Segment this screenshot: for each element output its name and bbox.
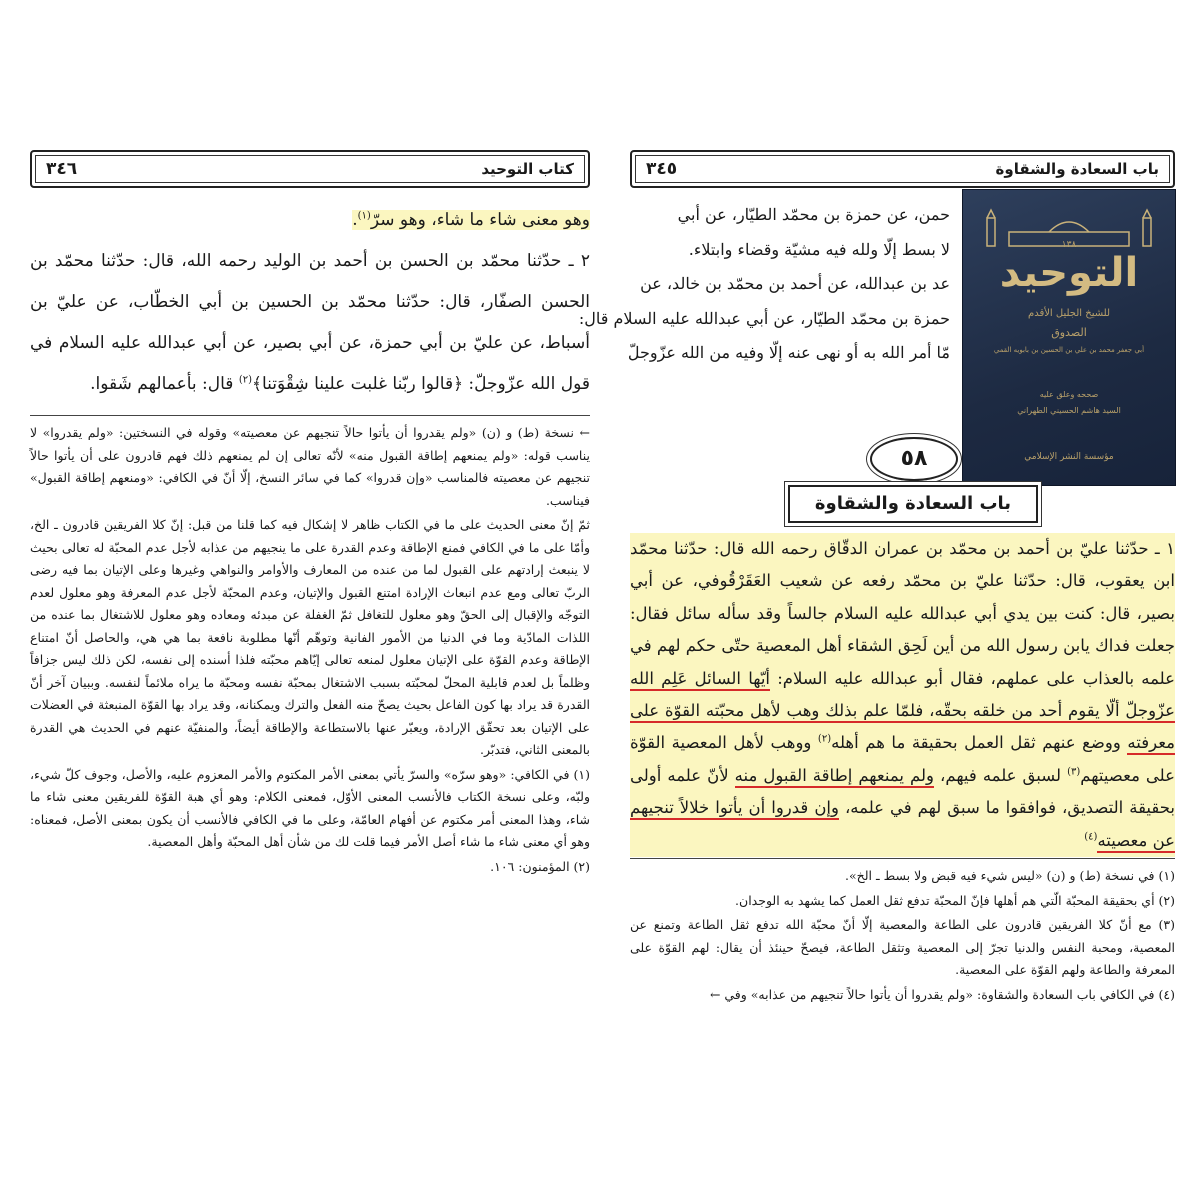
hadith-1: ١ ـ حدّثنا عليّ بن أحمد بن محمّد بن عمران الدقّاق رحمه الله قال: حدّثنا محمّد ابن يعقوب، قال: حدّثنا عليّ بن محمّد رفعه عن شعيب العَقَرْقُوفي، عن أبي بصير، قال: كنت بين يدي أبي عبدالله عليه السلام جالساً وقد سأله سائل فقال: جعلت فداك يابن رسول الله من أين لَحِق الشقاء أهل المعصية حتّى حكم لهم في علمه بالعذاب على عملهم، فقال أبو عبدالله عليه السلام: أيّها السائل عَلِم الله عزّوجلّ ألّا يقوم أحد من خلقه بحقّه، فلمّا علم بذلك وهب لأهل محبّته القوّة على معرفته ووضع عنهم ثقل العمل بحقيقة ما هم أهله$^{(٢)}$ ووهب لأهل المعصية القوّة على معصيتهم$^{(٣)}$ لسبق علمه فيهم، ولم يمنعهم إطاقة القبول منه لأنّ علمه أولى بحقيقة التصديق، فوافقوا ما سبق لهم في علمه، وإن قدروا أن يأتوا خلالاً تنجيهم عن معصيته$^{(٤)}$ <box>630 533 1175 857</box>
right-footnotes <box>630 848 1175 1008</box>
footnote-1: (١) في الكافي: «وهو سرّه» والسرّ يأتي بمعنى الأمر المكتوم والأمر المعزوم عليه، والأصل، وجوف كلّ شيء، ولبّه، وعلى نسخة الكتاب فالأنسب المعنى الأوّل، فمعنى الكلام: وهو أي هبة القوّة للفريقين معنى شاء ما شاء، وهذا المعنى أمر مكتوم عن أفهام العامّة، وعلى ما في الكافي فالأنسب أن يكون بمعنى الأصل، فمعناه: وهو أي معنى شاء ما شاء أصل الأمر فيما قلت لك من شأن أهل المحبّة وأهل المعصية. <box>30 766 590 849</box>
page-number: ٣٤٥ <box>646 159 678 179</box>
cover-author-3: أبي جعفر محمد بن علي بن الحسين بن بابويه القمي <box>993 346 1145 354</box>
chapter-title-box <box>788 485 1038 523</box>
footnote-ref: (٢) <box>238 374 253 386</box>
underlined-passage: وإن قدروا أن يأتوا خلالاً تنجيهم عن معصيته <box>630 798 1175 852</box>
running-header <box>630 150 1175 188</box>
header-title: كتاب التوحيد <box>481 160 574 178</box>
footnote-ref: (٣) <box>1067 766 1081 778</box>
cover-publisher: مؤسسة النشر الإسلامي <box>1024 452 1114 462</box>
footnote-2: (٢) المؤمنون: ١٠٦. <box>490 858 590 874</box>
chapter-number: ٥٨ <box>900 446 928 471</box>
cover-edition-1: صححه وعلق عليه <box>1039 390 1099 399</box>
footnote-continuation: ← نسخة (ط) و (ن) «ولم يقدروا أن يأتوا حالاً تنجيهم عن معصيته» وقوله في النسختين: «ولم يقدروا» لا يناسب قوله: «ولم يمنعهم إطاقة القبول منه» لأنّه تعالى إن لم يمنعهم ذلك فهم قادرون على أن يأتوا حالاً تنجيهم عن معصيته فالمناسب «وإن قدروا» كما في سائر النسخ، إلّا أنّ في الكافي: «ومنعهم إطاقة القبول» فيناسب. <box>30 425 590 508</box>
underlined-passage: أيّها السائل عَلِم الله عزّوجلّ ألّا يقوم أحد من خلقه بحقّه، فلمّا علم بذلك وهب لأهل محبّته القوّة على معرفته <box>630 669 1175 756</box>
footnotes <box>30 422 590 878</box>
footnote-commentary: ثمّ إنّ معنى الحديث على ما في الكتاب ظاهر لا إشكال فيه كما قلنا من قبل: إنّ كلا الفريقين قادرون ـ الخ، وأمّا على ما في الكافي فمنع الإطاقة وعدم القدرة على ما ينجيهم من عذابه لأجل عدم المحبّة له تعالى بحيث لا ينبعث إرادتهم على القبول لما من عنده من المعارف والأوامر والنواهي وغيرها وعلى الإتيان بما فيه رضى الربّ تعالى ومع عدم انبعاث الإرادة امتنع القبول والإتيان، وعدم المحبّة لأجل عدم المعرفة وهو معلول لعدم التوجّه والإقبال إلى الحقّ وهو معلول للتغافل ثمّ الغفلة عن مبدئه ومعاده وهو معلول للاشتغال بما عنده من اللذات المادّية وما في الدنيا من الأمور الفانية وتوهّم أنّها مطلوبة نافعة بما هي هي، والحاصل أنّ امتناع الإطاقة وعدم القوّة على الإتيان معلول لمنعه تعالى إيّاهم محبّته فلذا أسنده إلى نفسه، لكن ذلك ليس جزافاً وظلماً بل لعدم قابلية المحلّ لمحبّته بسبب الاشتغال بمحبّة نفسه ومحبّة ما يراه ملائماً لنفسه. وببيان آخر أنّ القدرة قد يراد بها كون الفاعل بحيث يصحّ منه الفعل والترك ويمكنانه، وقد يراد بها القوّة المنبعثة في العضلات على الإتيان بعد تحقّق الإرادة، ويعبّر عنها بالاستطاعة والإطاقة أيضاً، والمنفيّة عنهم في الحديث هي القدرة بالمعنى الثاني، فتدبّر. <box>30 517 590 757</box>
footnote-3: (٣) مع أنّ كلا الفريقين قادرون على الطاعة والمعصية إلّا أنّ محبّة الله تدفع ثقل الطاعة وتمنع عن المعصية، ومحبة النفس والدنيا تجرّ إلى المعصية وتثقل الطاعة، فيصحّ حينئذ أن يقال: لهم القوّة على المعرفة والطاعة ولهم القوّة على المعصية. <box>630 917 1175 977</box>
underlined-passage: ولم يمنعهم إطاقة القبول منه <box>735 766 934 788</box>
footnote-divider <box>30 415 590 416</box>
footnote-1: (١) في نسخة (ط) و (ن) «ليس شيء فيه قبض ولا بسط ـ الخ». <box>845 868 1175 883</box>
footnote-ref: (٢) <box>817 733 832 745</box>
cover-author-2: الصدوق <box>1051 326 1087 339</box>
cover-title: التوحيد <box>999 250 1139 296</box>
header-title: باب السعادة والشقاوة <box>995 160 1159 178</box>
footnote-4: (٤) في الكافي باب السعادة والشقاوة: «ولم يقدروا أن يأتوا حالاً تنجيهم من عذابه» وفي ← <box>709 986 1175 1002</box>
main-text <box>30 200 590 405</box>
cover-author-1: للشيخ الجليل الأقدم <box>1028 308 1110 319</box>
chapter-number-ornament <box>870 437 958 481</box>
left-page <box>30 150 590 880</box>
cover-edition-2: السيد هاشم الحسيني الطهراني <box>1017 406 1121 415</box>
opening-line <box>30 200 590 241</box>
footnote-2: (٢) أي بحقيقة المحبّة الّتي هم أهلها فإنّ المحبّة تدفع ثقل العمل كما يشهد به الوجدان. <box>735 892 1175 908</box>
hadith-2: ٢ ـ حدّثنا محمّد بن الحسن بن أحمد بن الوليد رحمه الله، قال: حدّثنا محمّد بن الحسن الصفّار، قال: حدّثنا محمّد بن الحسين بن أبي الخطّاب، عن عليّ بن أسباط، عن عليّ بن أبي حمزة، عن أبي بصير، عن أبي عبدالله عليه السلام في قول الله عزّوجلّ: ﴿قالوا ربّنا غلبت علينا شِقْوَتنا﴾$^{(٢)}$ قال: بأعمالهم شَقوا. <box>30 251 590 394</box>
footnote-ref: (٤) <box>1084 831 1098 843</box>
running-header <box>30 150 590 188</box>
partial-text-top: حمن، عن حمزة بن محمّد الطيّار، عن أبي لا بسط إلّا ولله فيه مشيّة وقضاء وابتلاء. عد بن عبدالله، عن أحمد بن محمّد بن خالد، عن حمزة بن محمّد الطيّار، عن أبي عبدالله عليه السلام قال: مّا أمر الله به أو نهى عنه إلّا وفيه من الله عزّوجلّ <box>578 205 950 362</box>
footnote-ref: (١) <box>357 210 371 222</box>
page-number: ٣٤٦ <box>46 159 78 179</box>
footnote-divider <box>630 858 1175 859</box>
cover-number: ١٣٨ <box>1061 240 1077 250</box>
book-cover-image <box>963 190 1175 485</box>
chapter-title: باب السعادة والشقاوة <box>814 493 1012 514</box>
highlighted-line: وهو معنى شاء ما شاء، وهو سرّ$^{(١)}$. <box>352 210 590 230</box>
